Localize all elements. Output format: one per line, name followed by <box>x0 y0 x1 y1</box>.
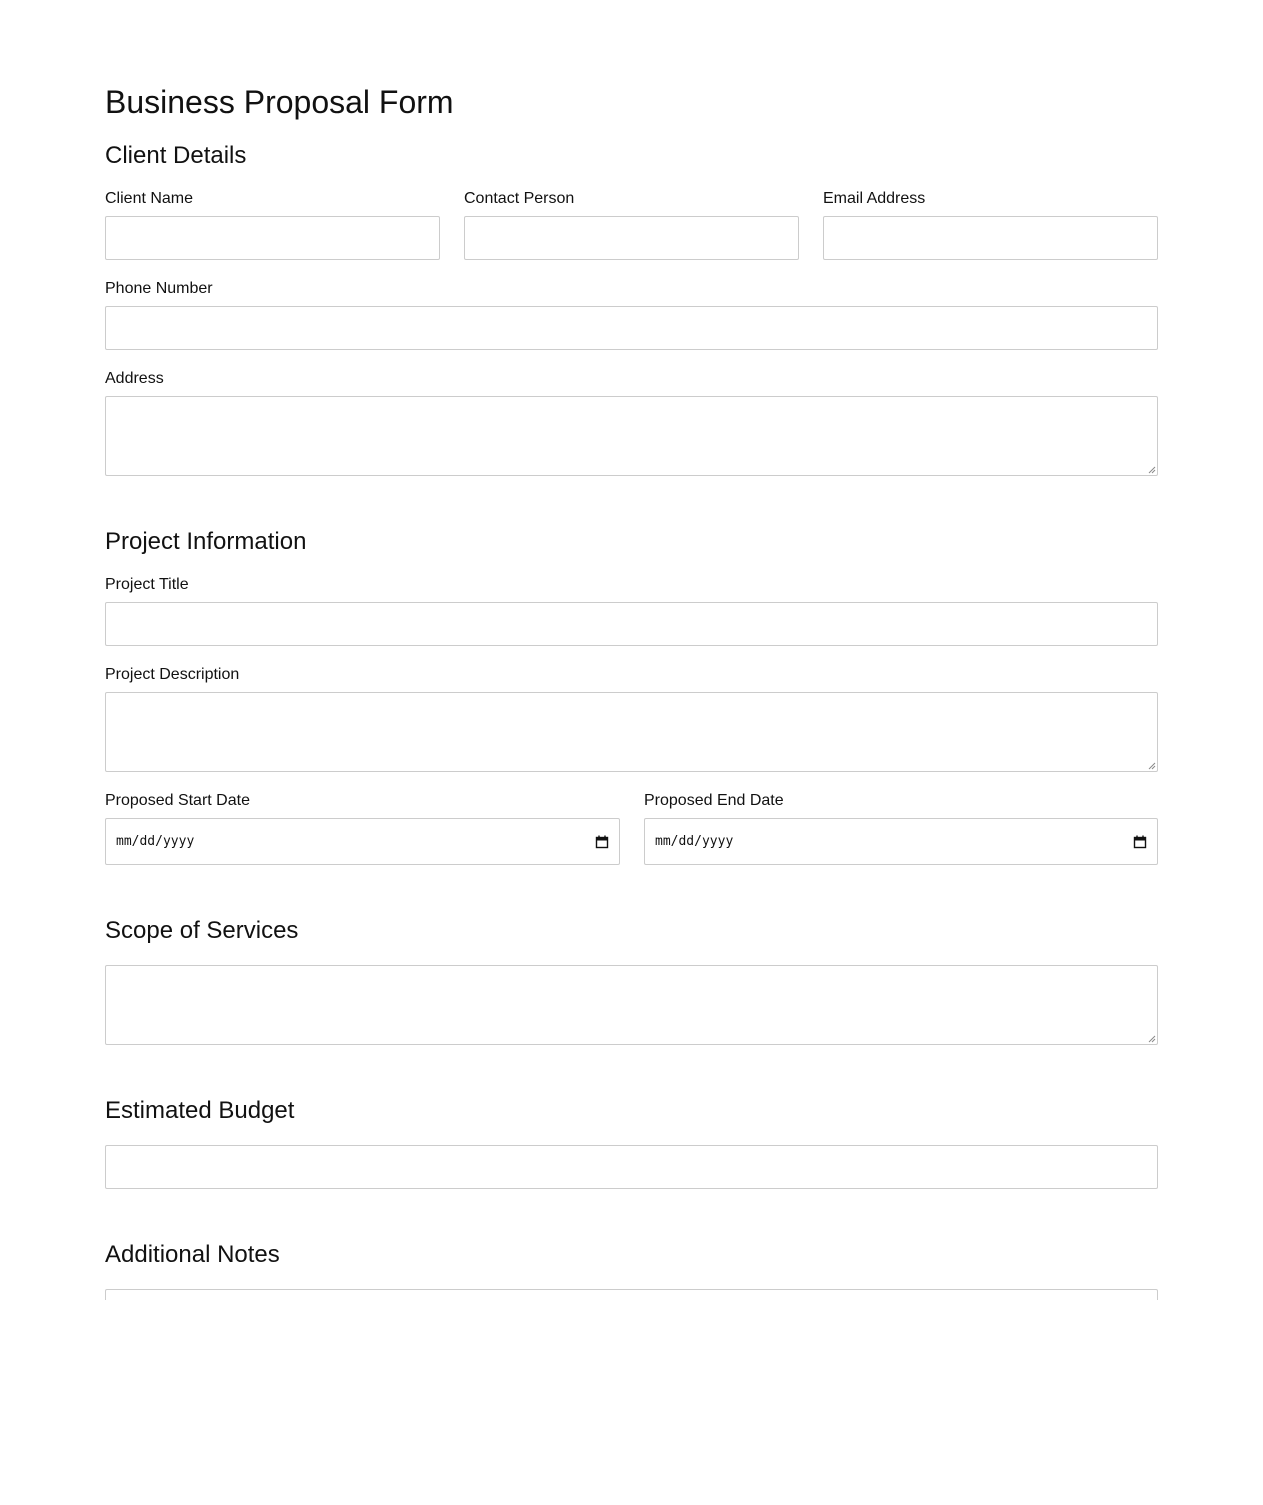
contact-person-input[interactable] <box>464 216 799 260</box>
page-title: Business Proposal Form <box>105 84 454 120</box>
client-name-label: Client Name <box>105 190 194 207</box>
start-date-input[interactable] <box>105 818 620 865</box>
project-description-textarea[interactable] <box>105 692 1158 772</box>
address-label: Address <box>105 370 164 387</box>
section-title-project-information: Project Information <box>105 528 307 555</box>
section-title-additional-notes: Additional Notes <box>105 1241 280 1268</box>
client-name-input[interactable] <box>105 216 440 260</box>
section-title-estimated-budget: Estimated Budget <box>105 1097 295 1124</box>
project-title-label: Project Title <box>105 576 189 593</box>
project-description-label: Project Description <box>105 666 240 683</box>
additional-notes-viewport <box>105 1289 1158 1300</box>
project-title-input[interactable] <box>105 602 1158 646</box>
calendar-icon[interactable] <box>1133 835 1147 849</box>
phone-number-label: Phone Number <box>105 280 213 297</box>
end-date-label: Proposed End Date <box>644 792 784 809</box>
start-date-label: Proposed Start Date <box>105 792 250 809</box>
email-address-label: Email Address <box>823 190 926 207</box>
calendar-icon[interactable] <box>595 835 609 849</box>
end-date-input[interactable] <box>644 818 1158 865</box>
additional-notes-textarea[interactable] <box>105 1289 1158 1300</box>
scope-of-services-textarea[interactable] <box>105 965 1158 1045</box>
estimated-budget-input[interactable] <box>105 1145 1158 1189</box>
address-textarea[interactable] <box>105 396 1158 476</box>
phone-number-input[interactable] <box>105 306 1158 350</box>
contact-person-label: Contact Person <box>464 190 575 207</box>
start-date-placeholder: mm/dd/yyyy <box>116 834 195 849</box>
section-title-scope-of-services: Scope of Services <box>105 917 299 944</box>
section-title-client-details: Client Details <box>105 142 247 169</box>
end-date-placeholder: mm/dd/yyyy <box>655 834 734 849</box>
email-address-input[interactable] <box>823 216 1158 260</box>
